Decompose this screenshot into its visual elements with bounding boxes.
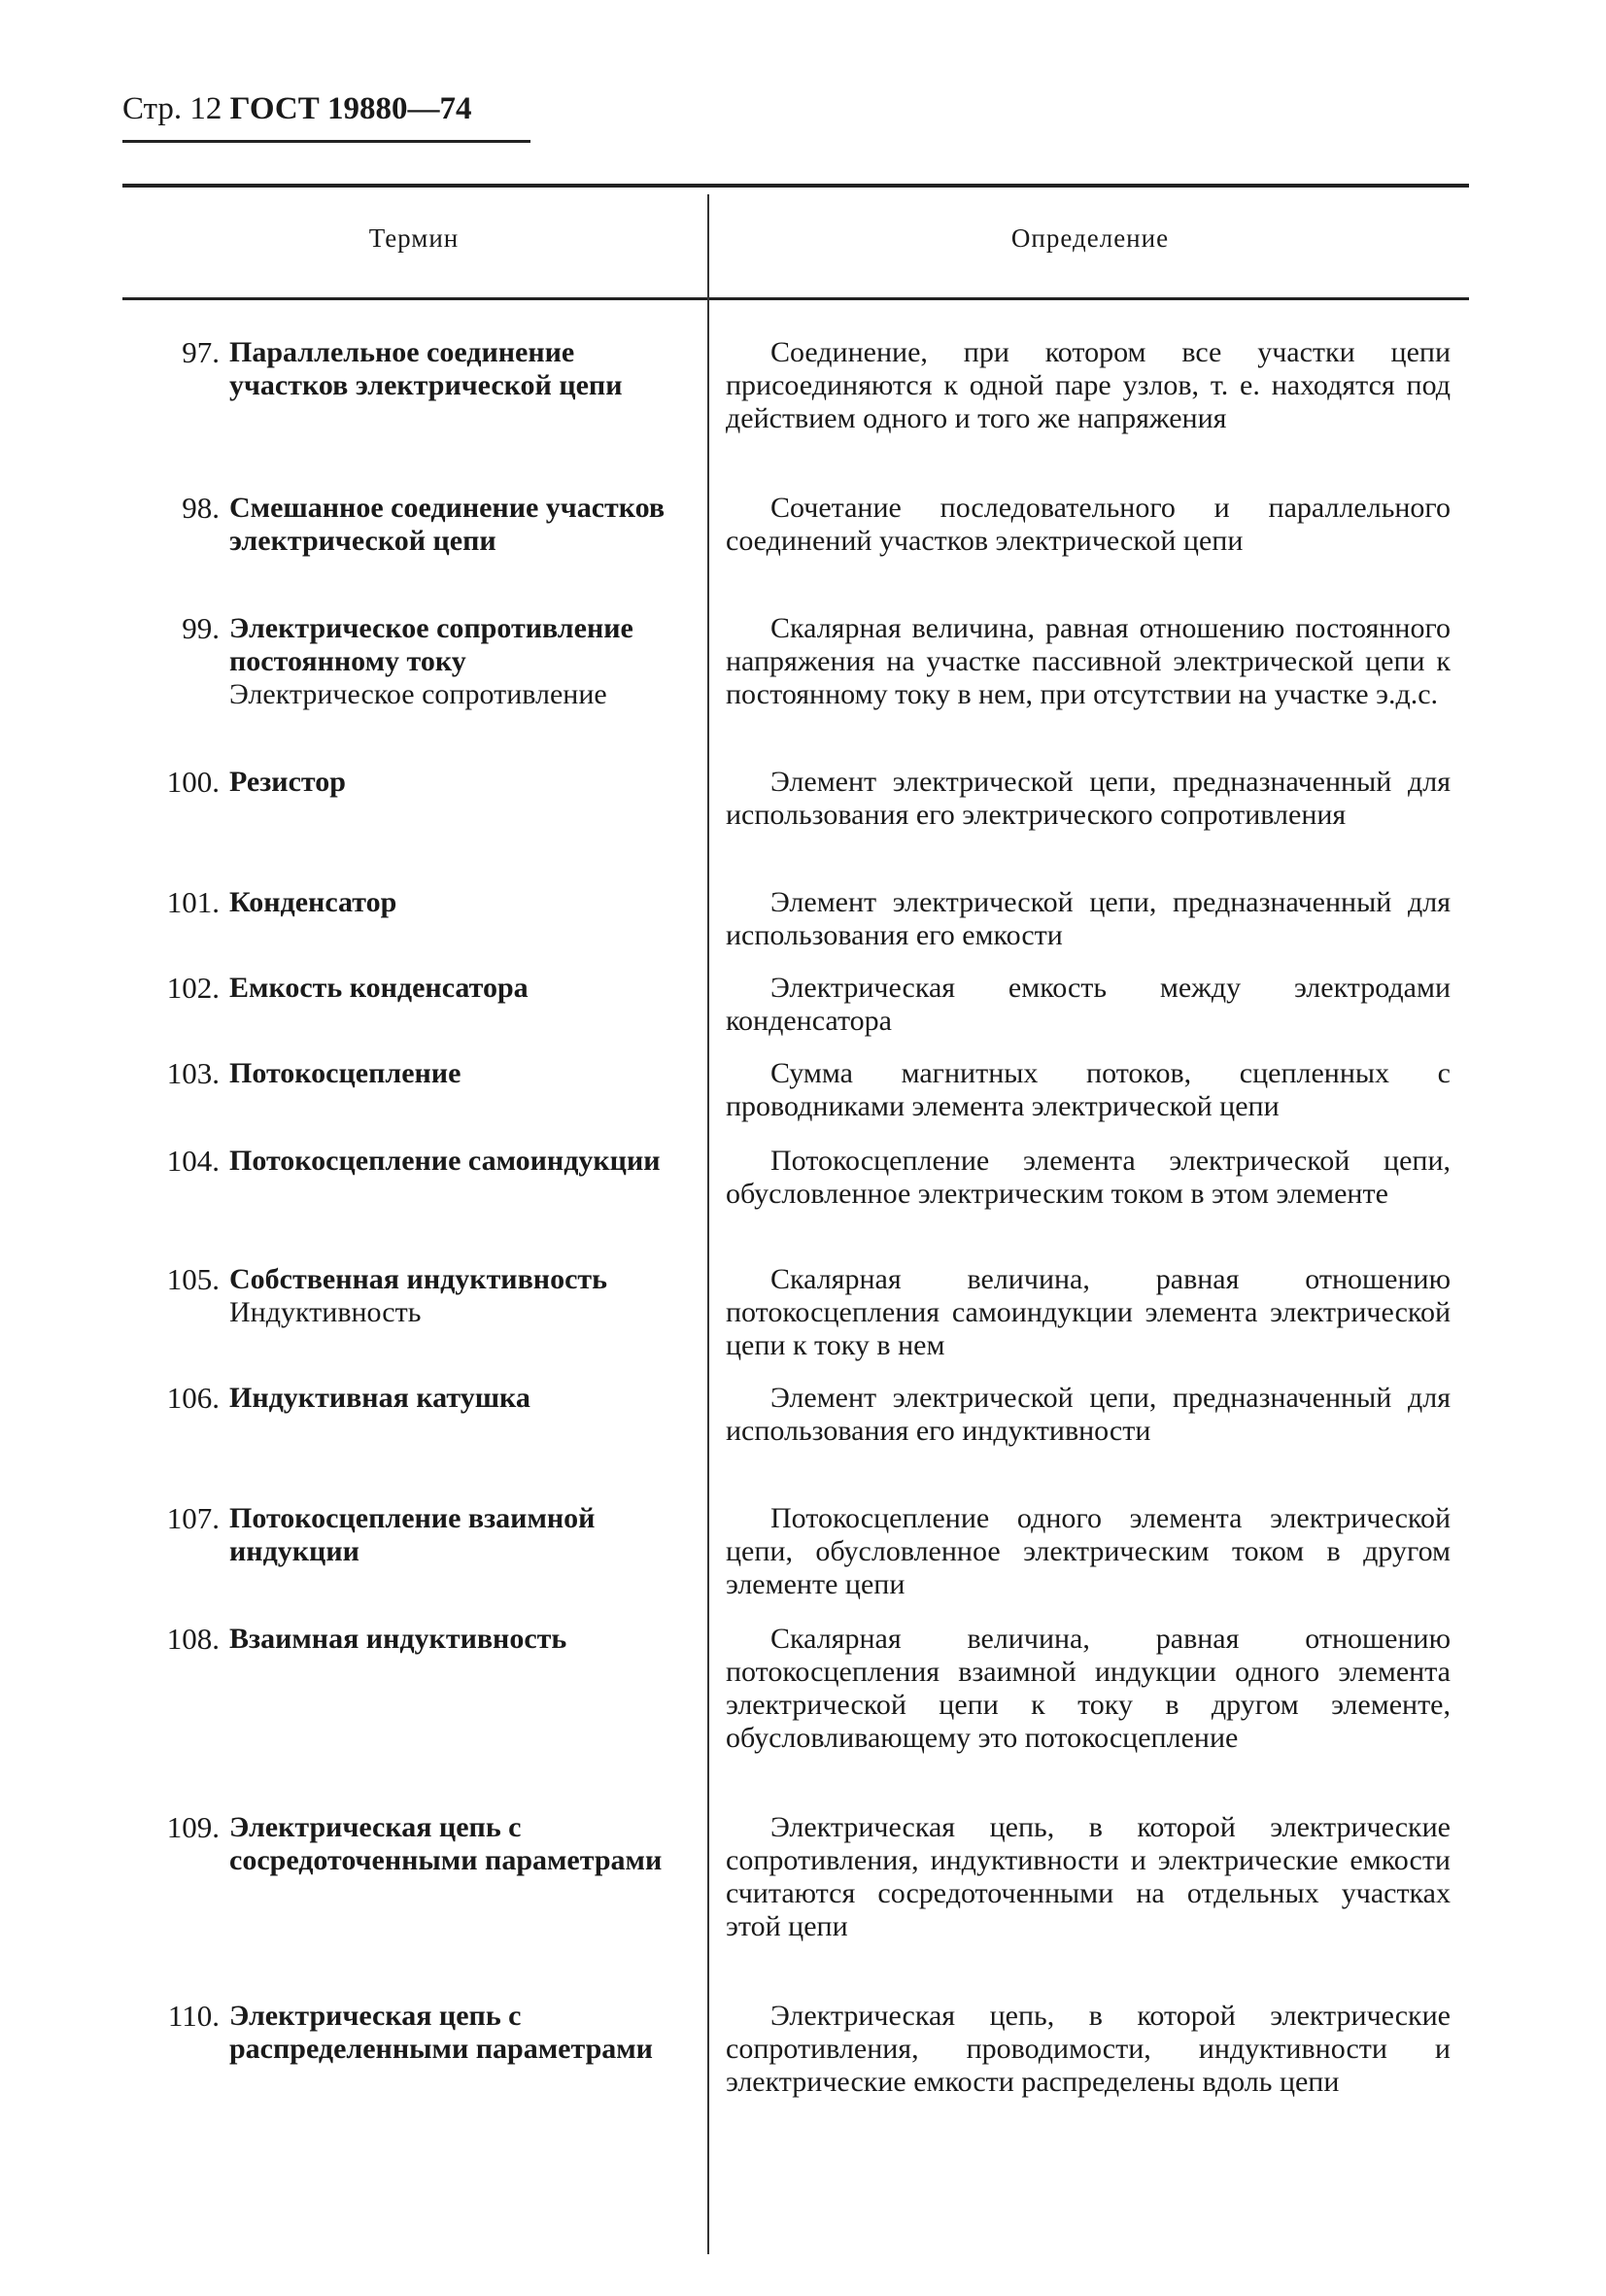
page-label: Стр. 12 — [122, 91, 222, 126]
term-number: 108. — [166, 1622, 220, 1656]
page-header — [122, 91, 472, 127]
definition-cell: Электрическая цепь, в которой электрические сопротивления, проводимости, индуктивности и электрические емкости распределены вдоль цепи — [726, 2000, 1451, 2098]
definition-cell: Электрическая цепь, в которой электрические сопротивления, индуктивности и электрические емкости считаются сосредоточенными на отдельных участках этой цепи — [726, 1811, 1451, 1942]
definition-cell: Элемент электрической цепи, предназначенный для использования его электрического сопротивления — [726, 766, 1451, 831]
term-name: Параллельное соединение участков электрической цепи — [229, 336, 623, 401]
term-synonym: Электрическое сопротивление — [229, 678, 607, 710]
term-cell — [229, 1623, 696, 1656]
term-cell — [229, 972, 696, 1005]
definition-cell: Скалярная величина, равная отношению потокосцепления самоиндукции элемента электрической цепи к току в нем — [726, 1263, 1451, 1361]
term-name: Смешанное соединение участков электрической цепи — [229, 492, 666, 557]
term-name: Потокосцепление самоиндукции — [229, 1145, 661, 1177]
term-number: 102. — [166, 971, 220, 1005]
term-cell — [229, 612, 696, 711]
term-name: Потокосцепление взаимной индукции — [229, 1502, 596, 1567]
term-synonym: Индуктивность — [229, 1296, 422, 1328]
term-cell — [229, 336, 696, 402]
term-name: Электрическое сопротивление постоянному току — [229, 612, 633, 677]
term-number: 107. — [166, 1501, 220, 1535]
term-number: 101. — [166, 885, 220, 919]
term-name: Электрическая цепь с сосредоточенными параметрами — [229, 1811, 663, 1876]
term-name: Электрическая цепь с распределенными параметрами — [229, 2000, 653, 2065]
table-header-rule — [122, 297, 1469, 300]
term-cell — [229, 886, 696, 919]
term-cell — [229, 1811, 696, 1877]
term-cell — [229, 1502, 696, 1568]
definition-cell: Потокосцепление элемента электрической цепи, обусловленное электрическим током в этом элементе — [726, 1145, 1451, 1210]
term-number: 110. — [167, 1999, 220, 2033]
term-cell — [229, 766, 696, 799]
term-name: Потокосцепление — [229, 1057, 461, 1089]
term-cell — [229, 1057, 696, 1090]
definition-cell: Элемент электрической цепи, предназначенный для использования его индуктивности — [726, 1382, 1451, 1447]
column-header-definition: Определение — [1010, 223, 1170, 253]
term-number: 103. — [166, 1056, 220, 1090]
term-number: 106. — [166, 1381, 220, 1415]
term-number: 104. — [166, 1144, 220, 1178]
term-number: 99. — [182, 611, 220, 645]
definition-cell: Сочетание последовательного и параллельного соединений участков электрической цепи — [726, 492, 1451, 557]
definition-cell: Потокосцепление одного элемента электрической цепи, обусловленное электрическим током в другом элементе цепи — [726, 1502, 1451, 1600]
term-cell — [229, 2000, 696, 2066]
definition-cell: Электрическая емкость между электродами конденсатора — [726, 972, 1451, 1037]
term-name: Емкость конденсатора — [229, 972, 529, 1004]
standard-number: ГОСТ 19880—74 — [229, 91, 472, 126]
term-cell — [229, 1145, 696, 1178]
term-number: 100. — [166, 765, 220, 799]
term-name: Собственная индуктивность — [229, 1263, 607, 1295]
table-top-rule — [122, 184, 1469, 188]
term-cell — [229, 1382, 696, 1415]
definition-cell: Скалярная величина, равная отношению потокосцепления взаимной индукции одного элемента электрической цепи к току в другом элементе, обусловливающему это потокосцепление — [726, 1623, 1451, 1754]
column-header-term: Термин — [368, 223, 460, 253]
term-number: 109. — [166, 1810, 220, 1844]
term-name: Резистор — [229, 766, 346, 798]
column-divider — [707, 194, 709, 2254]
term-number: 97. — [182, 335, 220, 369]
definition-cell: Сумма магнитных потоков, сцепленных с проводниками элемента электрической цепи — [726, 1057, 1451, 1122]
term-number: 105. — [166, 1262, 220, 1296]
definition-cell: Элемент электрической цепи, предназначенный для использования его емкости — [726, 886, 1451, 951]
term-name: Взаимная индуктивность — [229, 1623, 567, 1655]
definition-cell: Соединение, при котором все участки цепи присоединяются к одной паре узлов, т. е. находятся под действием одного и того же напряжения — [726, 336, 1451, 434]
term-cell — [229, 492, 696, 558]
term-name: Индуктивная катушка — [229, 1382, 530, 1414]
term-name: Конденсатор — [229, 886, 397, 918]
definition-cell: Скалярная величина, равная отношению постоянного напряжения на участке пассивной электрической цепи к постоянному току в нем, при отсутствии на участке э.д.с. — [726, 612, 1451, 710]
term-number: 98. — [182, 491, 220, 525]
term-cell — [229, 1263, 696, 1329]
header-underline — [122, 140, 530, 143]
